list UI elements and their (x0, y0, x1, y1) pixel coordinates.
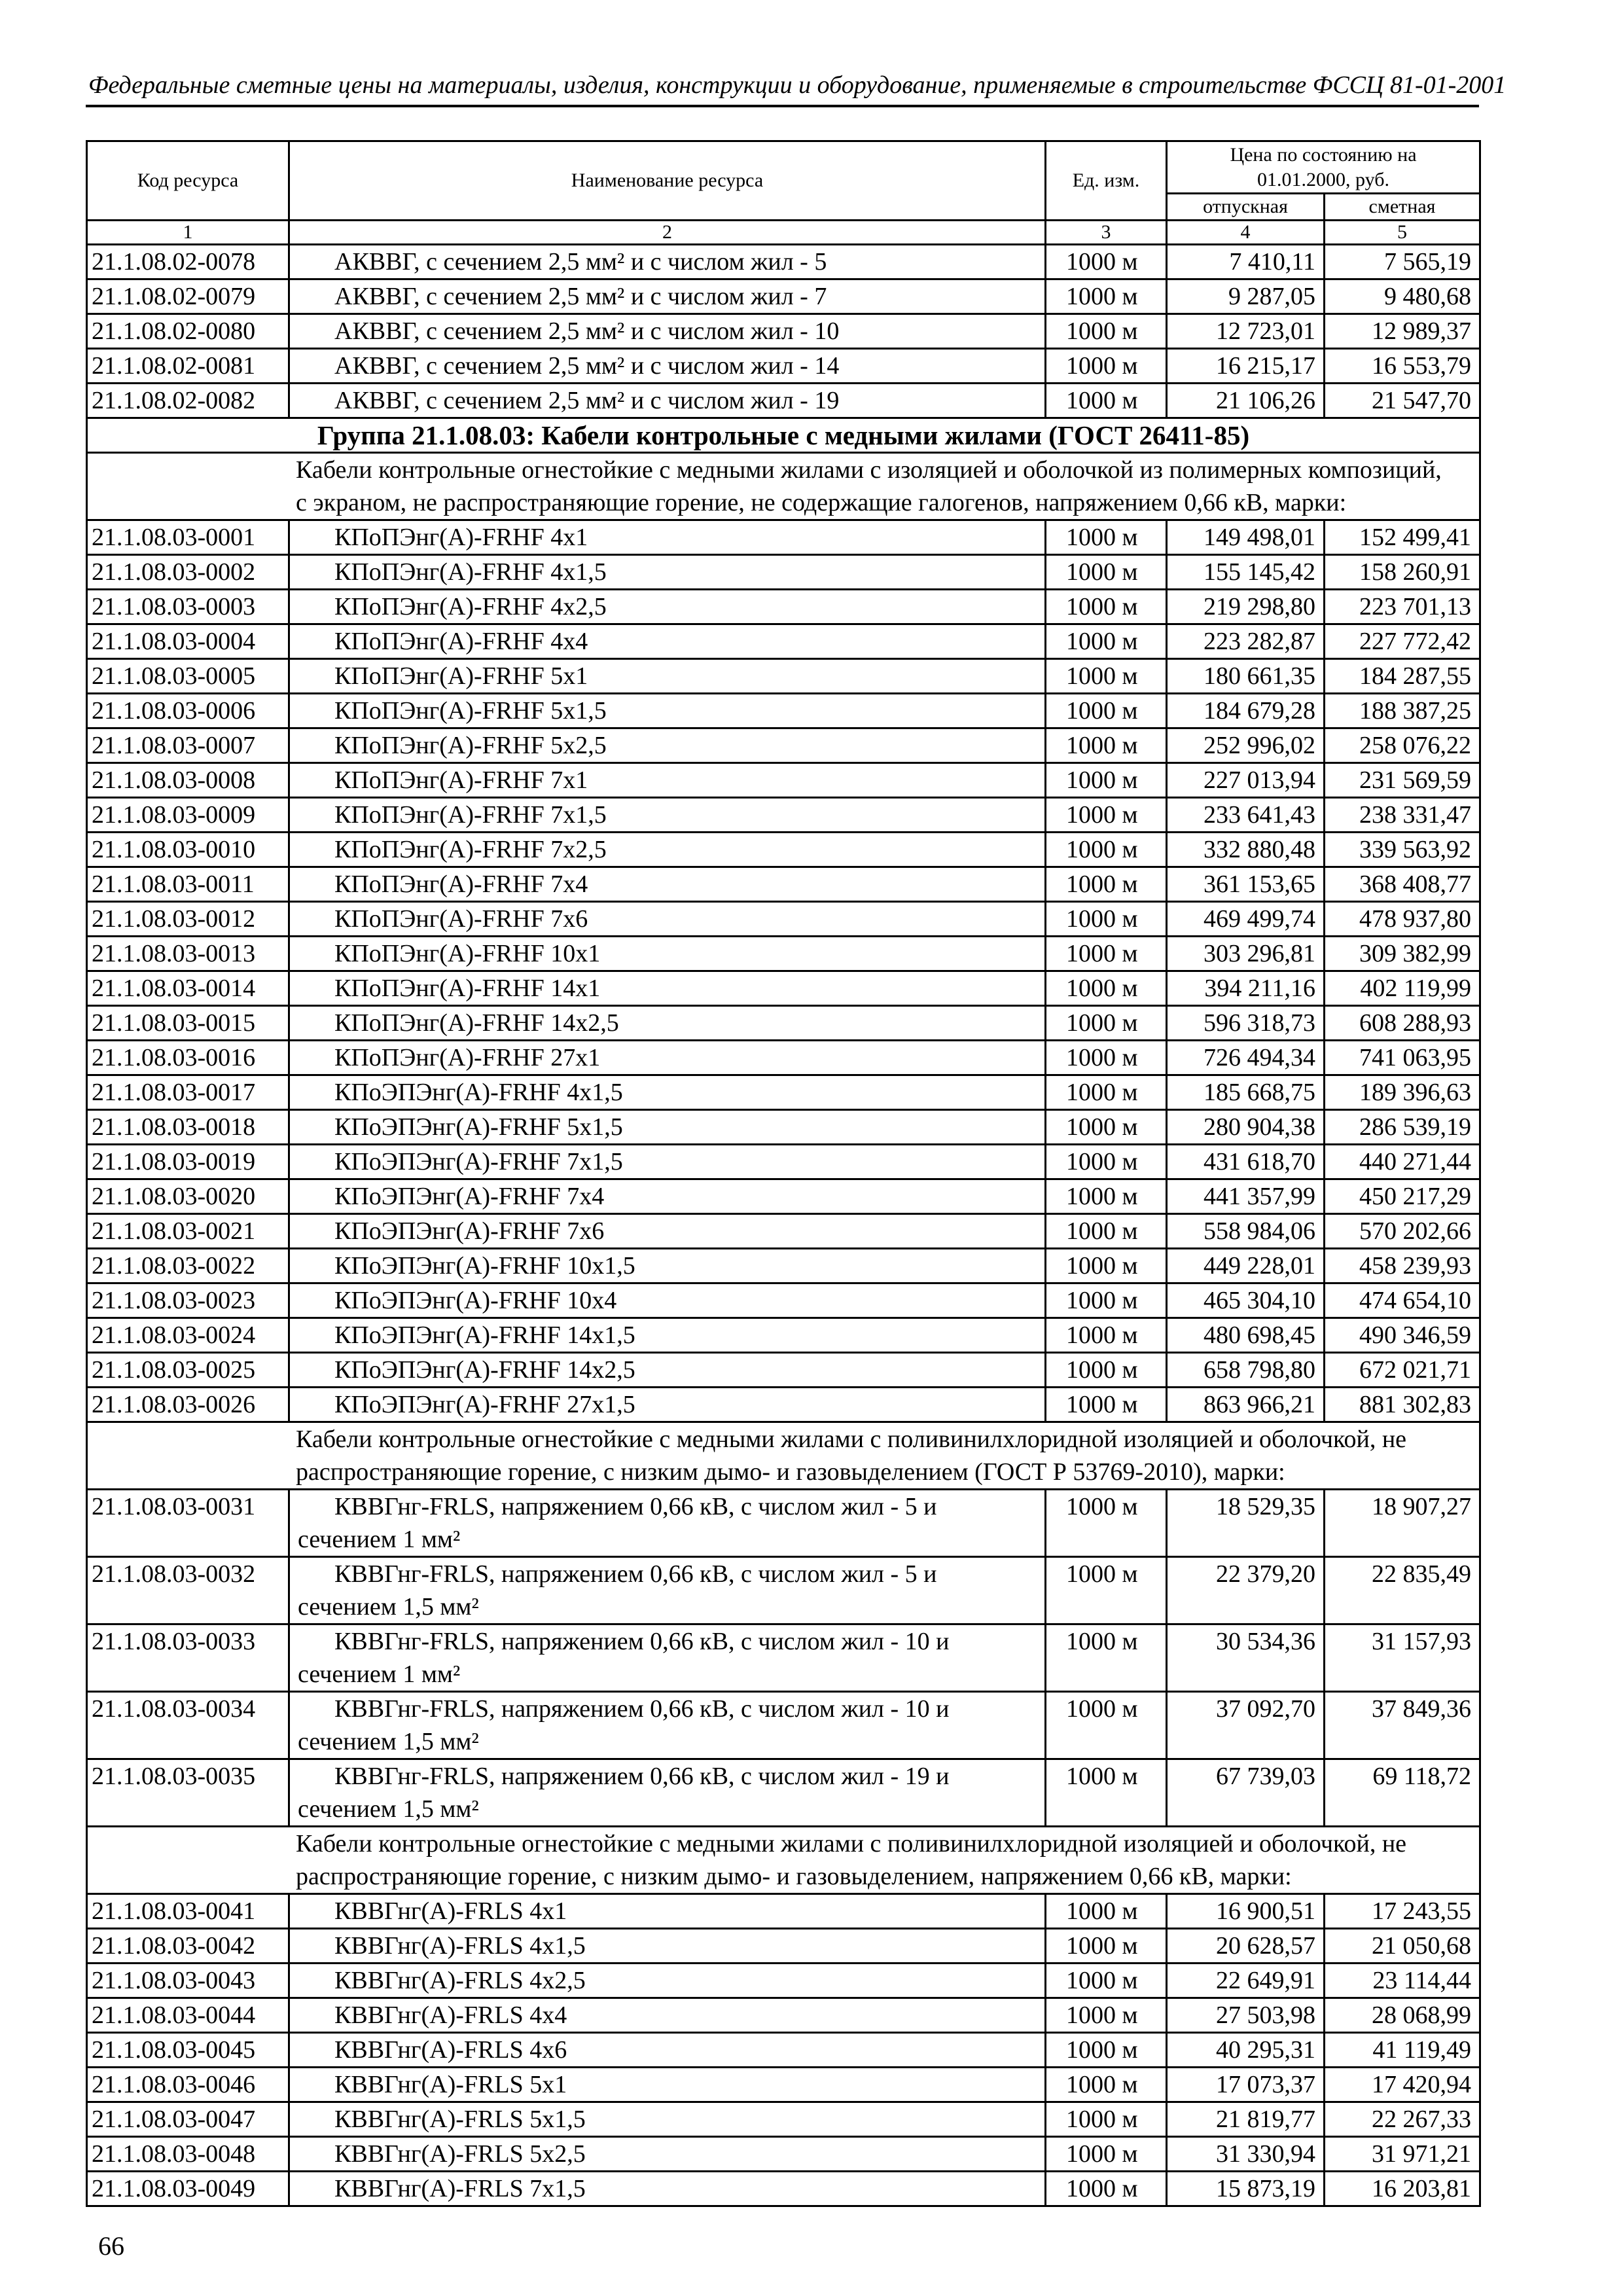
unit: 1000 м (1046, 1490, 1167, 1557)
unit: 1000 м (1046, 1214, 1167, 1249)
estimate-price: 309 382,99 (1325, 937, 1480, 971)
table-row (87, 1283, 1480, 1318)
resource-code: 21.1.08.03-0015 (87, 1006, 289, 1041)
resource-code: 21.1.08.03-0019 (87, 1145, 289, 1179)
release-price: 465 304,10 (1167, 1283, 1325, 1318)
resource-name: КПоПЭнг(А)-FRHF 7х2,5 (289, 833, 1046, 867)
resource-name: КПоПЭнг(А)-FRHF 7х4 (289, 867, 1046, 902)
estimate-price: 37 849,36 (1325, 1692, 1480, 1759)
resource-name: КПоЭПЭнг(А)-FRHF 7х4 (289, 1179, 1046, 1214)
estimate-price: 28 068,99 (1325, 1998, 1480, 2033)
estimate-price: 227 772,42 (1325, 624, 1480, 659)
table-body (87, 245, 1480, 2206)
resource-name: КПоПЭнг(А)-FRHF 14х1 (289, 971, 1046, 1006)
release-price: 303 296,81 (1167, 937, 1325, 971)
estimate-price: 41 119,49 (1325, 2033, 1480, 2068)
resource-name: КПоЭПЭнг(А)-FRHF 5х1,5 (289, 1110, 1046, 1145)
estimate-price: 458 239,93 (1325, 1249, 1480, 1283)
header-estimate-price: сметная (1325, 194, 1480, 221)
unit: 1000 м (1046, 902, 1167, 937)
resource-code: 21.1.08.03-0044 (87, 1998, 289, 2033)
table-row (87, 2137, 1480, 2172)
resource-code: 21.1.08.03-0047 (87, 2102, 289, 2137)
table-row (87, 590, 1480, 624)
resource-name: КПоПЭнг(А)-FRHF 27х1 (289, 1041, 1046, 1075)
table-row (87, 1214, 1480, 1249)
resource-name: КПоЭПЭнг(А)-FRHF 14х1,5 (289, 1318, 1046, 1353)
unit: 1000 м (1046, 2137, 1167, 2172)
resource-name: КПоПЭнг(А)-FRHF 7х1 (289, 763, 1046, 798)
unit: 1000 м (1046, 1964, 1167, 1998)
table-row (87, 279, 1480, 314)
resource-code: 21.1.08.03-0046 (87, 2068, 289, 2102)
estimate-price: 16 203,81 (1325, 2172, 1480, 2206)
running-head: Федеральные сметные цены на материалы, изделия, конструкции и оборудование, применяемые в строительстве ФССЦ 81-01-2001 (88, 71, 1507, 99)
group-description: Кабели контрольные огнестойкие с медными жилами с изоляцией и оболочкой из полимерных композиций, с экраном, не распространяющие горение, не содержащие галогенов, напряжением 0,66 кВ, марки: (87, 453, 1480, 520)
resource-code: 21.1.08.03-0025 (87, 1353, 289, 1388)
unit: 1000 м (1046, 1318, 1167, 1353)
resource-name: КВВГнг(А)-FRLS 4х4 (289, 1998, 1046, 2033)
release-price: 21 819,77 (1167, 2102, 1325, 2137)
resource-name: КВВГнг-FRLS, напряжением 0,66 кВ, с числом жил - 10 и сечением 1,5 мм² (289, 1692, 1046, 1759)
group-row (87, 418, 1480, 453)
table-row (87, 245, 1480, 279)
unit: 1000 м (1046, 728, 1167, 763)
release-price: 7 410,11 (1167, 245, 1325, 279)
resource-code: 21.1.08.03-0013 (87, 937, 289, 971)
release-price: 27 503,98 (1167, 1998, 1325, 2033)
table-row (87, 1041, 1480, 1075)
resource-code: 21.1.08.03-0005 (87, 659, 289, 694)
release-price: 252 996,02 (1167, 728, 1325, 763)
estimate-price: 9 480,68 (1325, 279, 1480, 314)
resource-name: КВВГнг(А)-FRLS 5х2,5 (289, 2137, 1046, 2172)
group-description: Кабели контрольные огнестойкие с медными жилами с поливинилхлоридной изоляцией и оболочкой, не распространяющие горение, с низким дымо- и газовыделением (ГОСТ Р 53769-2010), марки: (87, 1422, 1480, 1490)
release-price: 149 498,01 (1167, 520, 1325, 555)
resource-code: 21.1.08.03-0049 (87, 2172, 289, 2206)
release-price: 223 282,87 (1167, 624, 1325, 659)
estimate-price: 223 701,13 (1325, 590, 1480, 624)
table-row (87, 314, 1480, 349)
column-number: 5 (1325, 221, 1480, 245)
table-row (87, 1075, 1480, 1110)
unit: 1000 м (1046, 2068, 1167, 2102)
estimate-price: 23 114,44 (1325, 1964, 1480, 1998)
resource-code: 21.1.08.03-0024 (87, 1318, 289, 1353)
table-row (87, 1964, 1480, 1998)
resource-name: КПоПЭнг(А)-FRHF 5х1,5 (289, 694, 1046, 728)
column-number: 1 (87, 221, 289, 245)
resource-name: КПоПЭнг(А)-FRHF 7х6 (289, 902, 1046, 937)
table-row (87, 971, 1480, 1006)
table-row (87, 2172, 1480, 2206)
unit: 1000 м (1046, 349, 1167, 384)
table-row (87, 1557, 1480, 1624)
table-row (87, 659, 1480, 694)
table-row (87, 520, 1480, 555)
estimate-price: 474 654,10 (1325, 1283, 1480, 1318)
estimate-price: 22 267,33 (1325, 2102, 1480, 2137)
unit: 1000 м (1046, 245, 1167, 279)
release-price: 469 499,74 (1167, 902, 1325, 937)
unit: 1000 м (1046, 314, 1167, 349)
unit: 1000 м (1046, 555, 1167, 590)
table-row (87, 555, 1480, 590)
resource-name: КВВГнг-FRLS, напряжением 0,66 кВ, с числом жил - 10 и сечением 1 мм² (289, 1624, 1046, 1692)
estimate-price: 672 021,71 (1325, 1353, 1480, 1388)
release-price: 441 357,99 (1167, 1179, 1325, 1214)
resource-name: КВВГнг(А)-FRLS 4х1,5 (289, 1929, 1046, 1964)
resource-name: КВВГнг(А)-FRLS 7х1,5 (289, 2172, 1046, 2206)
release-price: 233 641,43 (1167, 798, 1325, 833)
unit: 1000 м (1046, 1557, 1167, 1624)
release-price: 596 318,73 (1167, 1006, 1325, 1041)
header-code: Код ресурса (87, 141, 289, 221)
release-price: 17 073,37 (1167, 2068, 1325, 2102)
resource-name: КПоЭПЭнг(А)-FRHF 10х4 (289, 1283, 1046, 1318)
column-number: 4 (1167, 221, 1325, 245)
column-numbers-row (87, 221, 1480, 245)
resource-code: 21.1.08.03-0041 (87, 1894, 289, 1929)
table-row (87, 1318, 1480, 1353)
estimate-price: 188 387,25 (1325, 694, 1480, 728)
estimate-price: 339 563,92 (1325, 833, 1480, 867)
resource-code: 21.1.08.03-0004 (87, 624, 289, 659)
resource-code: 21.1.08.03-0018 (87, 1110, 289, 1145)
unit: 1000 м (1046, 279, 1167, 314)
unit: 1000 м (1046, 1006, 1167, 1041)
resource-name: КПоПЭнг(А)-FRHF 5х2,5 (289, 728, 1046, 763)
unit: 1000 м (1046, 2102, 1167, 2137)
resource-code: 21.1.08.03-0023 (87, 1283, 289, 1318)
resource-code: 21.1.08.03-0007 (87, 728, 289, 763)
unit: 1000 м (1046, 1145, 1167, 1179)
estimate-price: 238 331,47 (1325, 798, 1480, 833)
resource-code: 21.1.08.03-0021 (87, 1214, 289, 1249)
resource-code: 21.1.08.03-0008 (87, 763, 289, 798)
table-row (87, 833, 1480, 867)
estimate-price: 741 063,95 (1325, 1041, 1480, 1075)
estimate-price: 17 243,55 (1325, 1894, 1480, 1929)
resource-name: КПоПЭнг(А)-FRHF 4х2,5 (289, 590, 1046, 624)
resource-code: 21.1.08.02-0081 (87, 349, 289, 384)
unit: 1000 м (1046, 798, 1167, 833)
resource-code: 21.1.08.03-0012 (87, 902, 289, 937)
resource-name: КПоЭПЭнг(А)-FRHF 10х1,5 (289, 1249, 1046, 1283)
release-price: 21 106,26 (1167, 384, 1325, 418)
estimate-price: 608 288,93 (1325, 1006, 1480, 1041)
release-price: 280 904,38 (1167, 1110, 1325, 1145)
table-row (87, 1490, 1480, 1557)
release-price: 658 798,80 (1167, 1353, 1325, 1388)
column-number: 3 (1046, 221, 1167, 245)
description-row (87, 1422, 1480, 1490)
release-price: 22 649,91 (1167, 1964, 1325, 1998)
resource-name: КПоЭПЭнг(А)-FRHF 4х1,5 (289, 1075, 1046, 1110)
release-price: 22 379,20 (1167, 1557, 1325, 1624)
table-row (87, 1179, 1480, 1214)
resource-code: 21.1.08.03-0001 (87, 520, 289, 555)
unit: 1000 м (1046, 1110, 1167, 1145)
header-release-price: отпускная (1167, 194, 1325, 221)
release-price: 558 984,06 (1167, 1214, 1325, 1249)
release-price: 227 013,94 (1167, 763, 1325, 798)
unit: 1000 м (1046, 763, 1167, 798)
description-row (87, 453, 1480, 520)
resource-name: КПоЭПЭнг(А)-FRHF 14х2,5 (289, 1353, 1046, 1388)
unit: 1000 м (1046, 1075, 1167, 1110)
release-price: 15 873,19 (1167, 2172, 1325, 2206)
description-row (87, 1827, 1480, 1894)
release-price: 155 145,42 (1167, 555, 1325, 590)
release-price: 9 287,05 (1167, 279, 1325, 314)
estimate-price: 490 346,59 (1325, 1318, 1480, 1353)
resource-name: КПоЭПЭнг(А)-FRHF 7х1,5 (289, 1145, 1046, 1179)
estimate-price: 31 157,93 (1325, 1624, 1480, 1692)
release-price: 726 494,34 (1167, 1041, 1325, 1075)
unit: 1000 м (1046, 1283, 1167, 1318)
release-price: 40 295,31 (1167, 2033, 1325, 2068)
release-price: 332 880,48 (1167, 833, 1325, 867)
group-description: Кабели контрольные огнестойкие с медными жилами с поливинилхлоридной изоляцией и оболочкой, не распространяющие горение, с низким дымо- и газовыделением, напряжением 0,66 кВ, марки: (87, 1827, 1480, 1894)
estimate-price: 368 408,77 (1325, 867, 1480, 902)
group-title: Группа 21.1.08.03: Кабели контрольные с медными жилами (ГОСТ 26411-85) (87, 418, 1480, 453)
estimate-price: 69 118,72 (1325, 1759, 1480, 1827)
resource-name: КВВГнг(А)-FRLS 4х2,5 (289, 1964, 1046, 1998)
release-price: 37 092,70 (1167, 1692, 1325, 1759)
resource-name: КПоПЭнг(А)-FRHF 5х1 (289, 659, 1046, 694)
table-row (87, 2033, 1480, 2068)
unit: 1000 м (1046, 1894, 1167, 1929)
table-row (87, 1353, 1480, 1388)
estimate-price: 18 907,27 (1325, 1490, 1480, 1557)
resource-name: КВВГнг(А)-FRLS 4х6 (289, 2033, 1046, 2068)
estimate-price: 7 565,19 (1325, 245, 1480, 279)
header-unit: Ед. изм. (1046, 141, 1167, 221)
header-name: Наименование ресурса (289, 141, 1046, 221)
resource-code: 21.1.08.03-0020 (87, 1179, 289, 1214)
table-row (87, 1006, 1480, 1041)
resource-code: 21.1.08.02-0080 (87, 314, 289, 349)
release-price: 18 529,35 (1167, 1490, 1325, 1557)
resource-code: 21.1.08.03-0009 (87, 798, 289, 833)
estimate-price: 570 202,66 (1325, 1214, 1480, 1249)
resource-code: 21.1.08.03-0043 (87, 1964, 289, 1998)
release-price: 67 739,03 (1167, 1759, 1325, 1827)
estimate-price: 402 119,99 (1325, 971, 1480, 1006)
unit: 1000 м (1046, 971, 1167, 1006)
resource-code: 21.1.08.03-0022 (87, 1249, 289, 1283)
resource-code: 21.1.08.03-0014 (87, 971, 289, 1006)
estimate-price: 184 287,55 (1325, 659, 1480, 694)
unit: 1000 м (1046, 1759, 1167, 1827)
resource-name: КПоПЭнг(А)-FRHF 4х1,5 (289, 555, 1046, 590)
resource-name: КВВГнг-FRLS, напряжением 0,66 кВ, с числом жил - 5 и сечением 1,5 мм² (289, 1557, 1046, 1624)
table-row (87, 763, 1480, 798)
resource-code: 21.1.08.03-0033 (87, 1624, 289, 1692)
resource-name: АКВВГ, с сечением 2,5 мм² и с числом жил - 10 (289, 314, 1046, 349)
unit: 1000 м (1046, 2033, 1167, 2068)
table-row (87, 1249, 1480, 1283)
unit: 1000 м (1046, 1179, 1167, 1214)
estimate-price: 189 396,63 (1325, 1075, 1480, 1110)
estimate-price: 21 547,70 (1325, 384, 1480, 418)
table-row (87, 902, 1480, 937)
resource-code: 21.1.08.03-0026 (87, 1388, 289, 1422)
table-row (87, 1624, 1480, 1692)
page-number: 66 (98, 2231, 124, 2261)
table-row (87, 2102, 1480, 2137)
resource-name: КПоПЭнг(А)-FRHF 14х2,5 (289, 1006, 1046, 1041)
unit: 1000 м (1046, 1353, 1167, 1388)
resource-code: 21.1.08.02-0079 (87, 279, 289, 314)
unit: 1000 м (1046, 384, 1167, 418)
unit: 1000 м (1046, 833, 1167, 867)
estimate-price: 286 539,19 (1325, 1110, 1480, 1145)
resource-code: 21.1.08.03-0048 (87, 2137, 289, 2172)
header-rule (86, 105, 1479, 107)
resource-code: 21.1.08.03-0042 (87, 1929, 289, 1964)
resource-name: КПоПЭнг(А)-FRHF 4х4 (289, 624, 1046, 659)
estimate-price: 478 937,80 (1325, 902, 1480, 937)
estimate-price: 22 835,49 (1325, 1557, 1480, 1624)
resource-name: КВВГнг(А)-FRLS 5х1,5 (289, 2102, 1046, 2137)
resource-name: КВВГнг-FRLS, напряжением 0,66 кВ, с числом жил - 5 и сечением 1 мм² (289, 1490, 1046, 1557)
resource-name: КВВГнг(А)-FRLS 4х1 (289, 1894, 1046, 1929)
estimate-price: 450 217,29 (1325, 1179, 1480, 1214)
table-row (87, 1110, 1480, 1145)
release-price: 16 900,51 (1167, 1894, 1325, 1929)
release-price: 31 330,94 (1167, 2137, 1325, 2172)
resource-name: АКВВГ, с сечением 2,5 мм² и с числом жил - 7 (289, 279, 1046, 314)
resource-code: 21.1.08.03-0002 (87, 555, 289, 590)
resource-code: 21.1.08.03-0011 (87, 867, 289, 902)
release-price: 361 153,65 (1167, 867, 1325, 902)
release-price: 394 211,16 (1167, 971, 1325, 1006)
table-row (87, 728, 1480, 763)
estimate-price: 31 971,21 (1325, 2137, 1480, 2172)
header-price: Цена по состоянию на 01.01.2000, руб. (1167, 141, 1480, 194)
resource-name: КПоЭПЭнг(А)-FRHF 27х1,5 (289, 1388, 1046, 1422)
resource-code: 21.1.08.03-0003 (87, 590, 289, 624)
release-price: 480 698,45 (1167, 1318, 1325, 1353)
resource-code: 21.1.08.03-0045 (87, 2033, 289, 2068)
resource-code: 21.1.08.02-0078 (87, 245, 289, 279)
price-table (86, 140, 1481, 2207)
resource-name: АКВВГ, с сечением 2,5 мм² и с числом жил - 5 (289, 245, 1046, 279)
unit: 1000 м (1046, 1388, 1167, 1422)
resource-code: 21.1.08.03-0032 (87, 1557, 289, 1624)
table-row (87, 694, 1480, 728)
resource-name: КПоПЭнг(А)-FRHF 10х1 (289, 937, 1046, 971)
resource-name: КПоПЭнг(А)-FRHF 7х1,5 (289, 798, 1046, 833)
unit: 1000 м (1046, 1249, 1167, 1283)
table-row (87, 1145, 1480, 1179)
resource-code: 21.1.08.02-0082 (87, 384, 289, 418)
table-row (87, 384, 1480, 418)
unit: 1000 м (1046, 1998, 1167, 2033)
column-number: 2 (289, 221, 1046, 245)
release-price: 185 668,75 (1167, 1075, 1325, 1110)
unit: 1000 м (1046, 1624, 1167, 1692)
resource-code: 21.1.08.03-0006 (87, 694, 289, 728)
table-row (87, 1929, 1480, 1964)
estimate-price: 17 420,94 (1325, 2068, 1480, 2102)
release-price: 180 661,35 (1167, 659, 1325, 694)
release-price: 20 628,57 (1167, 1929, 1325, 1964)
resource-code: 21.1.08.03-0031 (87, 1490, 289, 1557)
estimate-price: 258 076,22 (1325, 728, 1480, 763)
unit: 1000 м (1046, 2172, 1167, 2206)
unit: 1000 м (1046, 1692, 1167, 1759)
estimate-price: 152 499,41 (1325, 520, 1480, 555)
resource-name: АКВВГ, с сечением 2,5 мм² и с числом жил - 19 (289, 384, 1046, 418)
resource-code: 21.1.08.03-0017 (87, 1075, 289, 1110)
estimate-price: 16 553,79 (1325, 349, 1480, 384)
estimate-price: 158 260,91 (1325, 555, 1480, 590)
resource-name: КПоЭПЭнг(А)-FRHF 7х6 (289, 1214, 1046, 1249)
table-row (87, 1759, 1480, 1827)
table-row (87, 2068, 1480, 2102)
unit: 1000 м (1046, 867, 1167, 902)
estimate-price: 12 989,37 (1325, 314, 1480, 349)
resource-name: КПоПЭнг(А)-FRHF 4х1 (289, 520, 1046, 555)
table-row (87, 349, 1480, 384)
table-row (87, 624, 1480, 659)
unit: 1000 м (1046, 1041, 1167, 1075)
release-price: 30 534,36 (1167, 1624, 1325, 1692)
table-row (87, 1692, 1480, 1759)
release-price: 184 679,28 (1167, 694, 1325, 728)
unit: 1000 м (1046, 624, 1167, 659)
estimate-price: 231 569,59 (1325, 763, 1480, 798)
table-row (87, 937, 1480, 971)
release-price: 219 298,80 (1167, 590, 1325, 624)
table-row (87, 1998, 1480, 2033)
table-row (87, 1388, 1480, 1422)
unit: 1000 м (1046, 937, 1167, 971)
resource-code: 21.1.08.03-0034 (87, 1692, 289, 1759)
resource-name: КВВГнг-FRLS, напряжением 0,66 кВ, с числом жил - 19 и сечением 1,5 мм² (289, 1759, 1046, 1827)
estimate-price: 21 050,68 (1325, 1929, 1480, 1964)
unit: 1000 м (1046, 590, 1167, 624)
release-price: 16 215,17 (1167, 349, 1325, 384)
unit: 1000 м (1046, 694, 1167, 728)
unit: 1000 м (1046, 1929, 1167, 1964)
table-row (87, 1894, 1480, 1929)
estimate-price: 881 302,83 (1325, 1388, 1480, 1422)
resource-code: 21.1.08.03-0010 (87, 833, 289, 867)
release-price: 863 966,21 (1167, 1388, 1325, 1422)
resource-name: КВВГнг(А)-FRLS 5х1 (289, 2068, 1046, 2102)
table-row (87, 798, 1480, 833)
resource-code: 21.1.08.03-0035 (87, 1759, 289, 1827)
release-price: 449 228,01 (1167, 1249, 1325, 1283)
resource-code: 21.1.08.03-0016 (87, 1041, 289, 1075)
estimate-price: 440 271,44 (1325, 1145, 1480, 1179)
unit: 1000 м (1046, 659, 1167, 694)
release-price: 431 618,70 (1167, 1145, 1325, 1179)
unit: 1000 м (1046, 520, 1167, 555)
table-row (87, 867, 1480, 902)
release-price: 12 723,01 (1167, 314, 1325, 349)
resource-name: АКВВГ, с сечением 2,5 мм² и с числом жил - 14 (289, 349, 1046, 384)
